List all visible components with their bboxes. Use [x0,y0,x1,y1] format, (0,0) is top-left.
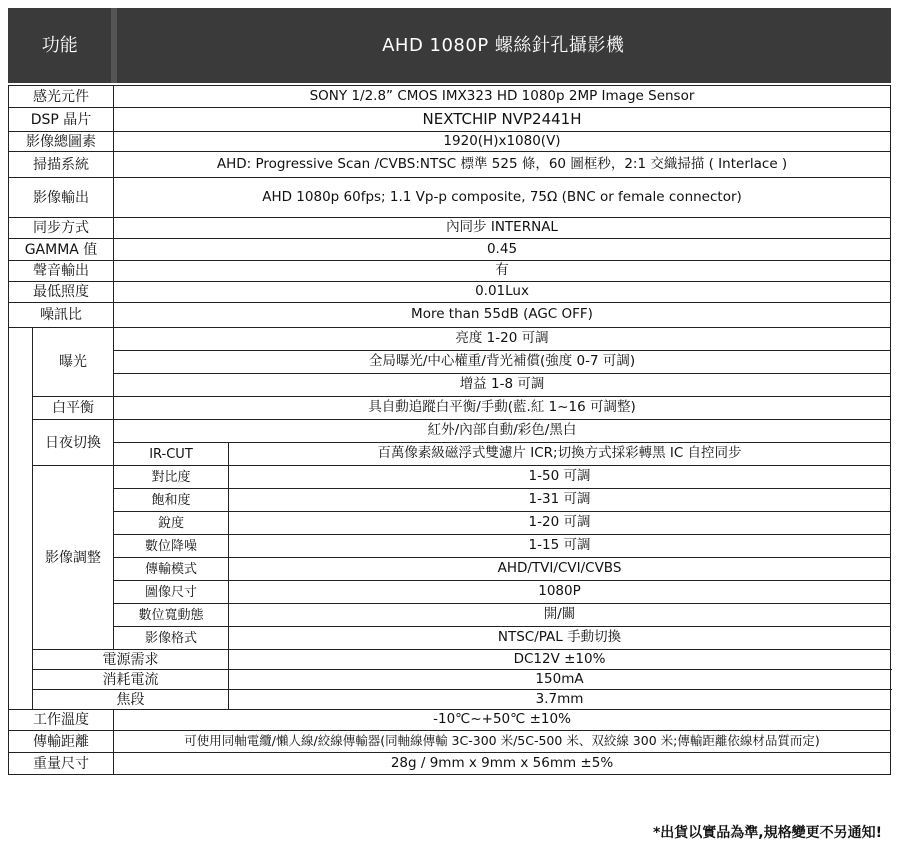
table-row [9,420,891,443]
group-stub [9,328,33,710]
table-row [9,466,891,489]
row-value: 3.7mm [229,690,891,710]
row-value: NEXTCHIP NVP2441H [114,108,891,132]
row-label: DSP 晶片 [9,108,114,132]
row-label: 工作溫度 [9,710,114,731]
row-label: 消耗電流 [33,670,229,690]
row-label: 重量尺寸 [9,753,114,775]
row-value: 可使用同軸電纜/懶人線/絞線傳輸器(同軸線傳輸 3C-300 米/5C-500 米、双絞線 300 米;傳輸距離依線材品質而定) [114,731,891,753]
row-value: DC12V ±10% [229,650,891,670]
row-value: 0.45 [114,239,891,261]
row-value: 開/關 [229,604,891,627]
table-row [9,753,891,775]
sub-label: 數位降噪 [114,535,229,558]
row-value: 28g / 9mm x 9mm x 56mm ±5% [114,753,891,775]
row-value: 1-31 可調 [229,489,891,512]
table-row [9,152,891,178]
row-value: 具自動追蹤白平衡/手動(藍.紅 1~16 可調整) [114,397,891,420]
table-row [9,535,891,558]
spec-table [8,8,891,775]
row-label: 感光元件 [9,86,114,108]
row-label: GAMMA 值 [9,239,114,261]
row-value: AHD/TVI/CVI/CVBS [229,558,891,581]
table-row [9,558,891,581]
table-row [9,397,891,420]
row-label: 曝光 [33,328,114,397]
header-feature-label: 功能 [9,9,114,83]
table-row [9,374,891,397]
table-row [9,178,891,218]
sub-label: 飽和度 [114,489,229,512]
row-value: 1920(H)x1080(V) [114,132,891,152]
table-row [9,328,891,351]
table-row [9,351,891,374]
row-value: 0.01Lux [114,282,891,303]
row-value: AHD 1080p 60fps; 1.1 Vp-p composite, 75Ω (BNC or female connector) [114,178,891,218]
row-value: 1-15 可調 [229,535,891,558]
table-row [9,86,891,108]
row-label: 電源需求 [33,650,229,670]
table-row [9,218,891,239]
row-label: 白平衡 [33,397,114,420]
table-header [9,9,891,83]
footnote: *出貨以實品為準,規格變更不另通知! [652,825,882,841]
table-row [9,710,891,731]
row-value: 有 [114,261,891,282]
row-value: -10℃~+50℃ ±10% [114,710,891,731]
row-label: 聲音輸出 [9,261,114,282]
row-label: 掃描系統 [9,152,114,178]
row-value: 全局曝光/中心權重/背光補償(強度 0-7 可調) [114,351,891,374]
table-row [9,443,891,466]
row-label: 同步方式 [9,218,114,239]
row-value: AHD: Progressive Scan /CVBS:NTSC 標準 525 條，60 圖框秒，2:1 交織掃描 ( Interlace ) [114,152,891,178]
row-value: 1-50 可調 [229,466,891,489]
sub-label: 影像格式 [114,627,229,650]
row-label: 焦段 [33,690,229,710]
sub-label: IR-CUT [114,443,229,466]
row-label: 影像調整 [33,466,114,650]
table-row [9,731,891,753]
table-row [9,132,891,152]
row-value: More than 55dB (AGC OFF) [114,303,891,328]
sub-label: 對比度 [114,466,229,489]
row-label: 影像總圖素 [9,132,114,152]
row-label: 噪訊比 [9,303,114,328]
table-row [9,690,891,710]
row-value: 150mA [229,670,891,690]
table-row [9,282,891,303]
sub-label: 圖像尺寸 [114,581,229,604]
row-value: 亮度 1-20 可調 [114,328,891,351]
row-value: 百萬像素級磁浮式雙濾片 ICR;切換方式採彩轉黑 IC 自控同步 [229,443,891,466]
table-row [9,581,891,604]
table-row [9,303,891,328]
table-row [9,261,891,282]
row-value: 1-20 可調 [229,512,891,535]
sub-label: 銳度 [114,512,229,535]
table-row [9,512,891,535]
row-label: 傳輸距離 [9,731,114,753]
table-row [9,239,891,261]
header-product-title: AHD 1080P 螺絲針孔攝影機 [114,9,891,83]
sub-label: 傳輸模式 [114,558,229,581]
row-value: 增益 1-8 可調 [114,374,891,397]
table-row [9,670,891,690]
row-value: 1080P [229,581,891,604]
row-value: NTSC/PAL 手動切換 [229,627,891,650]
row-label: 最低照度 [9,282,114,303]
row-value: SONY 1/2.8” CMOS IMX323 HD 1080p 2MP Image Sensor [114,86,891,108]
sub-label: 數位寬動態 [114,604,229,627]
table-row [9,650,891,670]
table-row [9,489,891,512]
row-label: 影像輸出 [9,178,114,218]
table-row [9,604,891,627]
row-value: 紅外/內部自動/彩色/黑白 [114,420,891,443]
row-label: 日夜切換 [33,420,114,466]
table-row [9,627,891,650]
table-row [9,108,891,132]
row-value: 內同步 INTERNAL [114,218,891,239]
